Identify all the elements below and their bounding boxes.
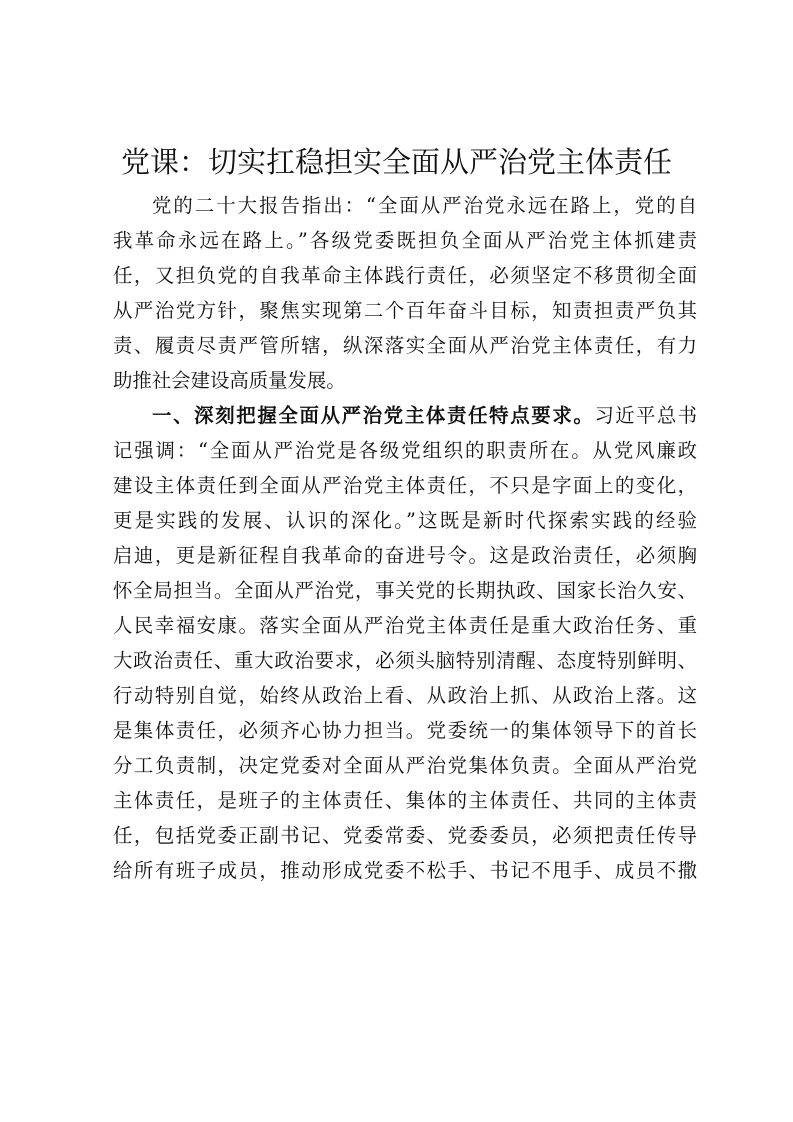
text-line: 行动特别自觉，始终从政治上看、从政治上抓、从政治上落。这 [113, 684, 697, 707]
text-line: 启迪，更是新征程自我革命的奋进号令。这是政治责任，必须胸 [113, 544, 697, 567]
text-line: 我革命永远在路上。”各级党委既担负全面从严治党主体抓建责 [113, 229, 697, 252]
text-line: 记强调：“全面从严治党是各级党组织的职责所在。从党风廉政 [113, 439, 697, 462]
text-line: 助推社会建设高质量发展。 [113, 369, 346, 392]
text-line: 任，又担负党的自我革命主体践行责任，必须坚定不移贯彻全面 [113, 264, 697, 287]
paragraph-intro [113, 188, 697, 398]
text-line: 责、履责尽责严管所辖，纵深落实全面从严治党主体责任，有力 [113, 334, 697, 357]
document-body [113, 188, 697, 888]
text-line: 是集体责任，必须齐心协力担当。党委统一的集体领导下的首长 [113, 719, 697, 742]
text-line: 党的二十大报告指出：“全面从严治党永远在路上，党的自 [152, 194, 697, 217]
text-line: 更是实践的发展、认识的深化。”这既是新时代探索实践的经验 [113, 509, 697, 532]
text-line: 从严治党方针，聚焦实现第二个百年奋斗目标，知责担责严负其 [113, 299, 697, 322]
text-line: 建设主体责任到全面从严治党主体责任，不只是字面上的变化， [113, 474, 697, 497]
text-line: 大政治责任、重大政治要求，必须头脑特别清醒、态度特别鲜明、 [113, 649, 697, 672]
text-span: 习近平总书 [594, 404, 697, 427]
section-heading: 一、深刻把握全面从严治党主体责任特点要求。 [152, 404, 595, 427]
text-line: 分工负责制，决定党委对全面从严治党集体负责。全面从严治党 [113, 754, 697, 777]
text-line: 任，包括党委正副书记、党委常委、党委委员，必须把责任传导 [113, 824, 697, 847]
text-line: 怀全局担当。全面从严治党，事关党的长期执政、国家长治久安、 [113, 579, 697, 602]
text-line [113, 398, 697, 433]
page-title: 党课：切实扛稳担实全面从严治党主体责任 [120, 145, 672, 179]
paragraph-section-one [113, 398, 697, 888]
text-line: 给所有班子成员，推动形成党委不松手、书记不甩手、成员不撒 [113, 859, 697, 882]
text-line: 主体责任，是班子的主体责任、集体的主体责任、共同的主体责 [113, 789, 697, 812]
text-line: 人民幸福安康。落实全面从严治党主体责任是重大政治任务、重 [113, 614, 697, 637]
